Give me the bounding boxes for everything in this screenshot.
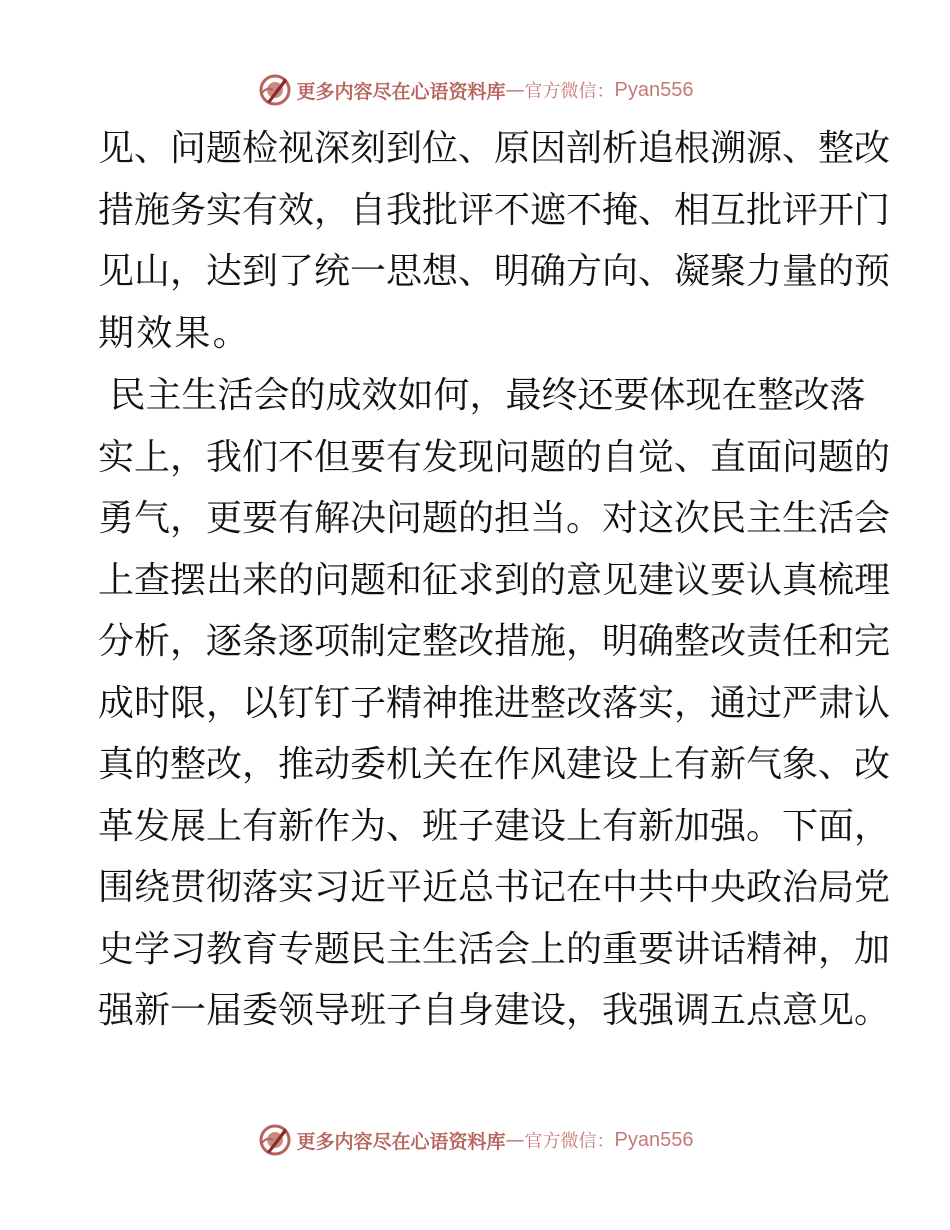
watermark-dash: —: [505, 1129, 525, 1151]
quill-pen-seal-icon: [257, 72, 293, 108]
text-line: 史学习教育专题民主生活会上的重要讲话精神，加: [98, 928, 891, 970]
text-line: 真的整改，推动委机关在作风建设上有新气象、改: [98, 744, 891, 785]
text-line: 勇气，更要有解决问题的担当。对这次民主生活会: [98, 498, 891, 539]
watermark-id: Pyan556: [614, 78, 694, 101]
text-line: 见、问题检视深刻到位、原因剖析追根溯源、整改: [98, 128, 891, 169]
watermark-brand: 更多内容尽在心语资料库: [296, 1130, 506, 1153]
text-line: 见山，达到了统一思想、明确方向、凝聚力量的预: [98, 251, 891, 292]
paragraph-1: [98, 118, 891, 364]
watermark-dash: —: [505, 79, 525, 101]
paragraph-2: [98, 365, 891, 1042]
quill-pen-seal-icon: [257, 1122, 293, 1158]
text-line: 措施务实有效，自我批评不遮不掩、相互批评开门: [98, 189, 891, 231]
text-line: 分析，逐条逐项制定整改措施，明确整改责任和完: [98, 621, 891, 662]
text-line: 强新一届委领导班子自身建设，我强调五点意见。: [98, 990, 891, 1031]
text-line: 围绕贯彻落实习近平近总书记在中共中央政治局党: [98, 867, 891, 908]
text-line: 革发展上有新作为、班子建设上有新加强。下面，: [98, 805, 891, 847]
text-line: 上查摆出来的问题和征求到的意见建议要认真梳理: [98, 559, 891, 601]
text-line: 民主生活会的成效如何，最终还要体现在整改落: [98, 375, 866, 416]
header-watermark: [0, 70, 950, 110]
watermark-id: Pyan556: [614, 1128, 694, 1151]
watermark-label: 官方微信：: [524, 1131, 615, 1152]
text-line: 期效果。: [98, 312, 251, 354]
text-line: 成时限，以钉钉子精神推进整改落实，通过严肃认: [98, 682, 891, 724]
text-line: 实上，我们不但要有发现问题的自觉、直面问题的: [98, 436, 891, 478]
footer-watermark: [0, 1120, 950, 1160]
watermark-brand: 更多内容尽在心语资料库: [296, 80, 506, 103]
watermark-label: 官方微信：: [524, 81, 615, 102]
